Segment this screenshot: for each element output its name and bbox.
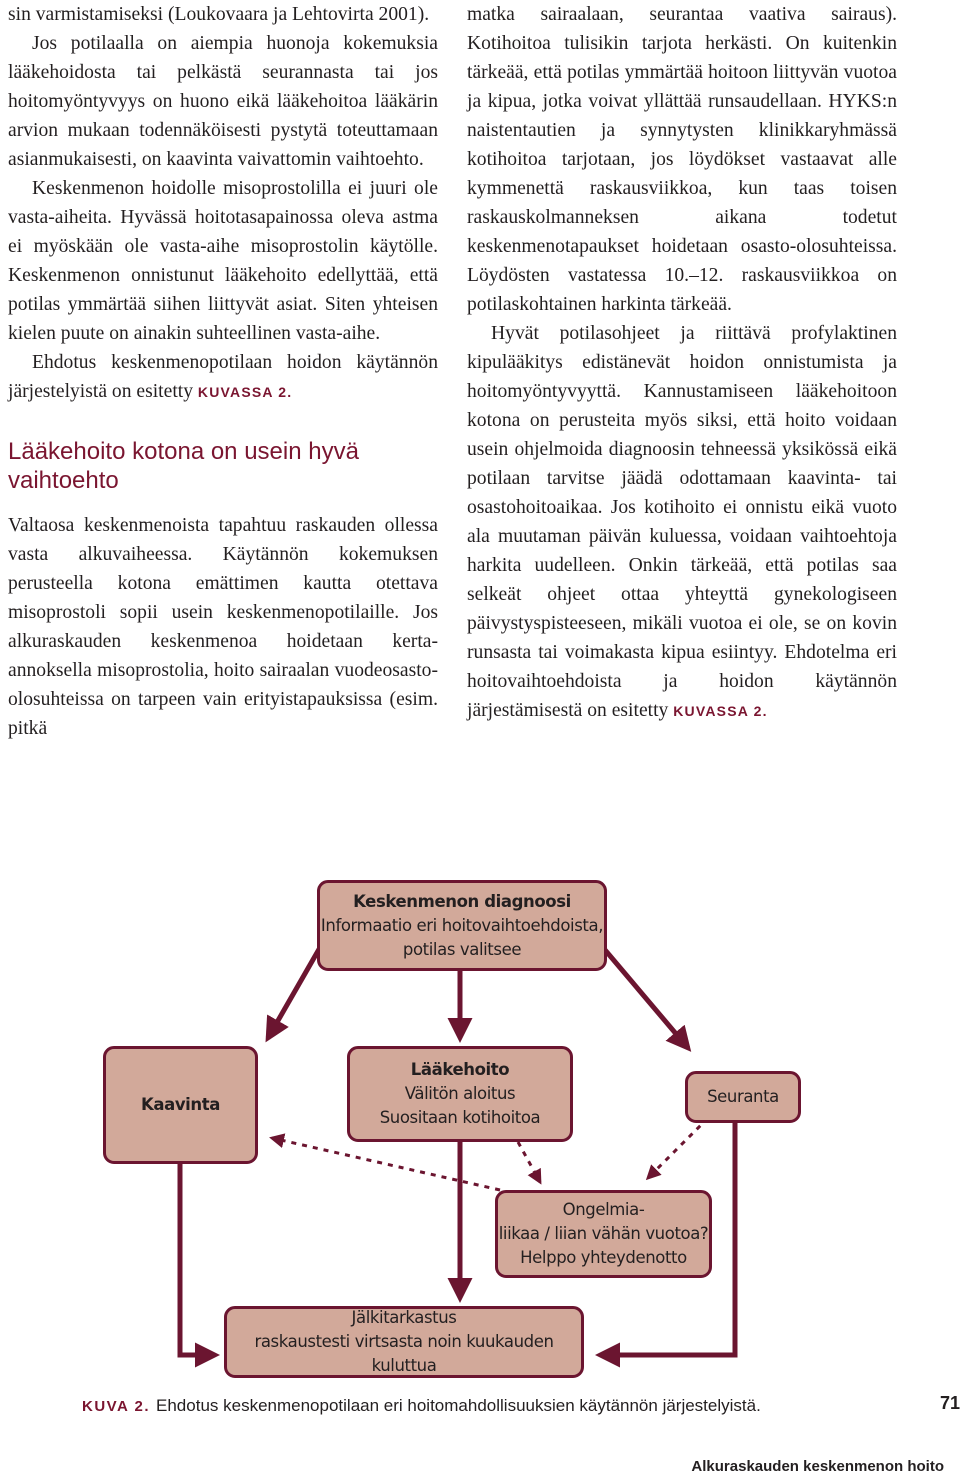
right-paragraph-2 bbox=[467, 319, 897, 726]
treatment-flowchart bbox=[0, 870, 960, 1390]
figure-reference: KUVASSA 2. bbox=[197, 384, 293, 400]
medication-title: Lääkehoito bbox=[410, 1060, 510, 1079]
left-paragraph-4 bbox=[8, 348, 438, 407]
diagnosis-title: Keskenmenon diagnoosi bbox=[353, 891, 571, 911]
left-paragraph-4-text: Ehdotus keskenmenopotilaan hoidon käytännön järjestelyistä on esitetty bbox=[8, 352, 438, 402]
problem-line-2: liikaa / liian vähän vuotoa? bbox=[498, 1224, 709, 1243]
diagnosis-box bbox=[317, 880, 607, 971]
right-paragraph-2-text: Hyvät potilasohjeet ja riittävä profylaktinen kipulääkitys edistänevät hoidon onnistumista ja hoitomyöntyvyyttä. Kannustamiseen lääkehoitoon kotona on perusteita myös siksi, että hoito voidaan usein ohjelmoida diagnoosin tehneessä yksikössä eikä potilaan tarvitse jäädä odottamaan kaavinta- tai osastohoitoaikaa. Jos kotihoito ei onnistu eikä vuoto ala muutaman päivän kuluessa, voidaan vaihtoehtoja harkita uudelleen. Onkin tärkeää, että potilas saa selkeät ohjeet ottaa yhteyttä gynekologiseen päivystyspisteeseen, mikäli vuotoa ei ole, se on kovin runsasta tai voimakasta kipua esiintyy. Ehdotelma eri hoitovaihtoehdoista ja hoidon käytännön järjestämisestä on esitetty bbox=[467, 323, 897, 721]
arrow-diagnosis-to-curettage bbox=[268, 944, 322, 1038]
aftercheck-line-2: raskaustesti virtsasta noin kuukauden kuluttua bbox=[254, 1332, 554, 1375]
aftercheck-line-1: Jälkitarkastus bbox=[351, 1308, 457, 1327]
page-number: 71 bbox=[940, 1393, 960, 1413]
followup-box bbox=[685, 1071, 801, 1123]
medication-line-1: Välitön aloitus bbox=[404, 1084, 516, 1103]
figure-caption-label: KUVA 2. bbox=[82, 1398, 151, 1415]
problem-box bbox=[495, 1190, 712, 1278]
right-text-column bbox=[467, 0, 897, 726]
left-paragraph-2: Jos potilaalla on aiempia huonoja kokemuksia lääkehoidosta tai pelkästä seurannasta tai jos hoitomyöntyvyys on huono eikä lääkehoitoa lääkärin arvion mukaan todennäköisesti pystytä toteuttamaan asianmukaisesti, on kaavinta vaivattomin vaihtoehto. bbox=[8, 33, 438, 170]
medication-box bbox=[347, 1046, 573, 1142]
dashed-arrow-problem-to-curettage bbox=[272, 1138, 500, 1190]
curettage-label: Kaavinta bbox=[140, 1095, 221, 1114]
right-paragraph-1: matka sairaalaan, seurantaa vaativa sairaus). Kotihoitoa tulisikin tarjota herkästi. On kuitenkin tärkeää, että potilas ymmärtää hoitoon liittyvän vuotoa ja kipua, jotka voivat yllättää runsaudellaan. HYKS:n naistentautien ja synnytysten klinikkaryhmässä kotihoitoa tarjotaan, jos löydökset vastaavat alle kymmenettä raskausviikkoa, kun taas toisen raskauskolmanneksen aikana todetut keskenmenotapaukset hoidetaan osasto-olosuhteissa. Löydösten vastatessa 10.–12. raskausviikkoa on potilaskohtainen harkinta tärkeää. bbox=[467, 4, 897, 315]
figure-caption-text: Ehdotus keskenmenopotilaan eri hoitomahdollisuuksien käytännön järjestelyistä. bbox=[156, 1396, 761, 1415]
figure-caption bbox=[82, 1396, 761, 1416]
arrow-diagnosis-to-followup bbox=[600, 944, 688, 1048]
dashed-arrow-medication-to-problem bbox=[518, 1142, 540, 1182]
diagnosis-line-1: Informaatio eri hoitovaihtoehdoista, bbox=[320, 915, 604, 935]
left-paragraph-3: Keskenmenon hoidolle misoprostolilla ei juuri ole vasta-aiheita. Hyvässä hoitotasapainossa oleva astma ei myöskään ole vasta-aihe misoprostolin käytölle. Keskenmenon onnistunut lääkehoito edellyttää, että potilas ymmärtää siihen liittyvät asiat. Siten yhteisen kielen puute on ainakin suhteellinen vasta-aihe. bbox=[8, 178, 438, 344]
arrow-curettage-to-aftercheck bbox=[180, 1160, 215, 1355]
curettage-box bbox=[103, 1046, 258, 1164]
aftercheck-box bbox=[224, 1306, 584, 1378]
problem-line-1: Ongelmia- bbox=[562, 1200, 645, 1219]
left-text-column bbox=[8, 0, 438, 743]
medication-line-2: Suositaan kotihoitoa bbox=[379, 1108, 541, 1127]
left-paragraph-5: Valtaosa keskenmenoista tapahtuu raskauden ollessa vasta alkuvaiheessa. Käytännön kokemuksen perusteella kotona emättimen kautta otettava misoprostoli sopii usein keskenmenopotilaille. Jos alkuraskauden keskenmenoa hoidetaan kerta-annoksella misoprostolia, hoito sairaalan vuodeosasto-olosuhteissa on tarpeen vain erityistapauksissa (esim. pitkä bbox=[8, 515, 438, 739]
followup-label: Seuranta bbox=[707, 1087, 779, 1106]
left-paragraph-1: sin varmistamiseksi (Loukovaara ja Lehtovirta 2001). bbox=[8, 4, 430, 25]
dashed-arrow-followup-to-problem bbox=[648, 1118, 708, 1178]
section-heading: Lääkehoito kotona on usein hyvä vaihtoehto bbox=[8, 438, 359, 494]
diagnosis-line-2: potilas valitsee bbox=[402, 939, 522, 959]
running-footer: Alkuraskauden keskenmenon hoito bbox=[691, 1458, 944, 1475]
figure-reference: KUVASSA 2. bbox=[673, 703, 768, 719]
problem-line-3: Helppo yhteydenotto bbox=[520, 1248, 687, 1267]
